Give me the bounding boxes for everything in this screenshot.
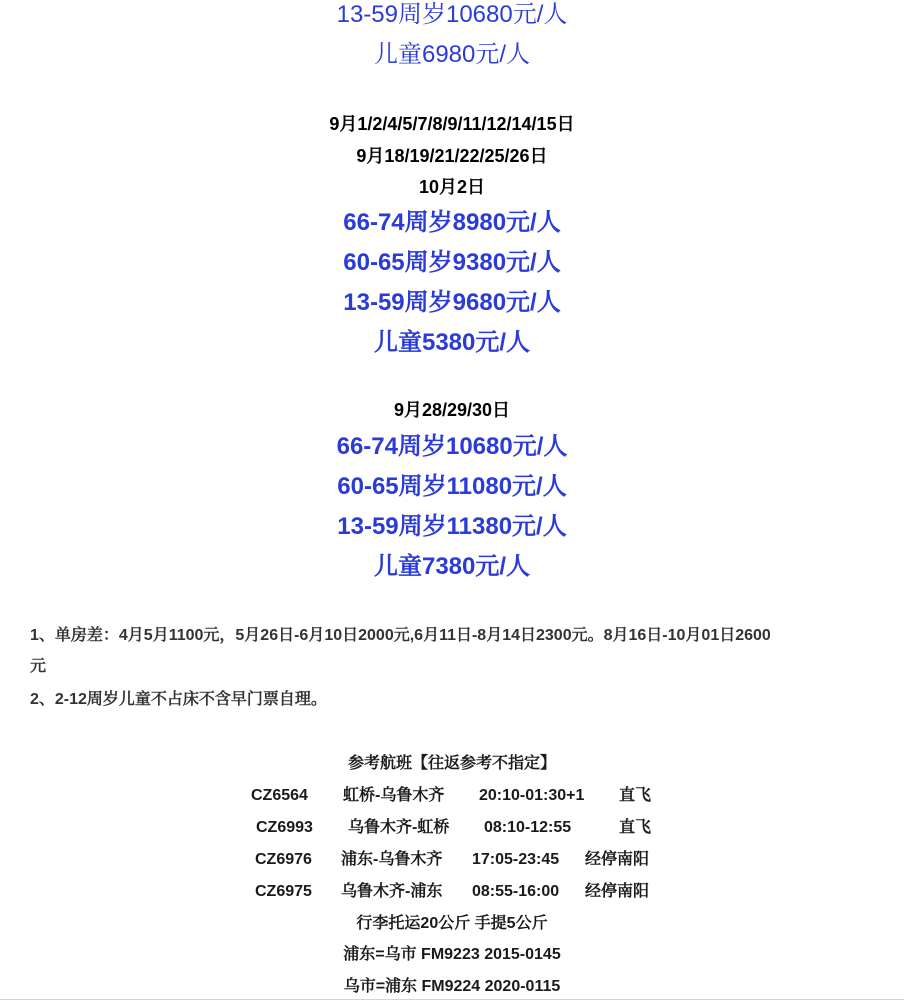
price-line: 儿童7380元/人: [373, 553, 531, 580]
connection-flight: 浦东=乌市 FM9223 2015-0145: [343, 946, 561, 963]
flight-code: CZ6975: [255, 883, 312, 900]
price-adult-13-59-top: 13-59周岁10680元/人: [336, 1, 568, 28]
flight-row: [0, 785, 904, 807]
flight-time: 08:55-16:00: [472, 883, 560, 900]
price-line: 13-59周岁11380元/人: [337, 513, 567, 540]
departure-dates-line: 9月18/19/21/22/25/26日: [356, 146, 548, 166]
flight-route: 乌鲁木齐-虹桥: [348, 819, 450, 836]
departure-dates-line: 9月28/29/30日: [393, 400, 511, 420]
flight-route: 浦东-乌鲁木齐: [341, 851, 443, 868]
price-line: 60-65周岁9380元/人: [343, 249, 561, 276]
flights-heading: 参考航班【往返参考不指定】: [347, 755, 556, 772]
bottom-divider: [0, 999, 904, 1000]
price-line: 60-65周岁11080元/人: [337, 473, 567, 500]
single-room-note: 1、单房差：4月5月1100元，5月26日-6月10日2000元,6月11日-8月14日2300元。8月16日-10月01日2600: [30, 627, 771, 644]
flight-code: CZ6564: [251, 787, 308, 804]
flight-row: [0, 849, 904, 871]
flight-type: 经停南阳: [585, 883, 650, 900]
connection-flight: 乌市=浦东 FM9224 2020-0115: [343, 978, 561, 995]
flight-time: 17:05-23:45: [472, 851, 560, 868]
flight-row: [0, 817, 904, 839]
price-line: 13-59周岁9680元/人: [343, 289, 561, 316]
flight-time: 08:10-12:55: [484, 819, 572, 836]
single-room-note-wrap: 元: [30, 658, 47, 675]
price-child-top: 儿童6980元/人: [373, 41, 531, 68]
flight-code: CZ6976: [255, 851, 312, 868]
flight-code: CZ6993: [256, 819, 313, 836]
flight-route: 乌鲁木齐-浦东: [341, 883, 443, 900]
flight-type: 直飞: [619, 787, 652, 804]
children-note: 2、2-12周岁儿童不占床不含早门票自理。: [30, 691, 327, 708]
departure-dates-line: 9月1/2/4/5/7/8/9/11/12/14/15日: [329, 114, 575, 134]
flight-type: 经停南阳: [585, 851, 650, 868]
baggage-allowance: 行李托运20公斤 手提5公斤: [356, 915, 548, 932]
price-line: 66-74周岁8980元/人: [343, 209, 561, 236]
price-line: 儿童5380元/人: [373, 329, 531, 356]
flight-route: 虹桥-乌鲁木齐: [343, 787, 445, 804]
price-line: 66-74周岁10680元/人: [336, 433, 568, 460]
flight-time: 20:10-01:30+1: [479, 787, 585, 804]
departure-dates-line: 10月2日: [418, 177, 486, 197]
flight-type: 直飞: [619, 819, 652, 836]
flight-row: [0, 881, 904, 903]
